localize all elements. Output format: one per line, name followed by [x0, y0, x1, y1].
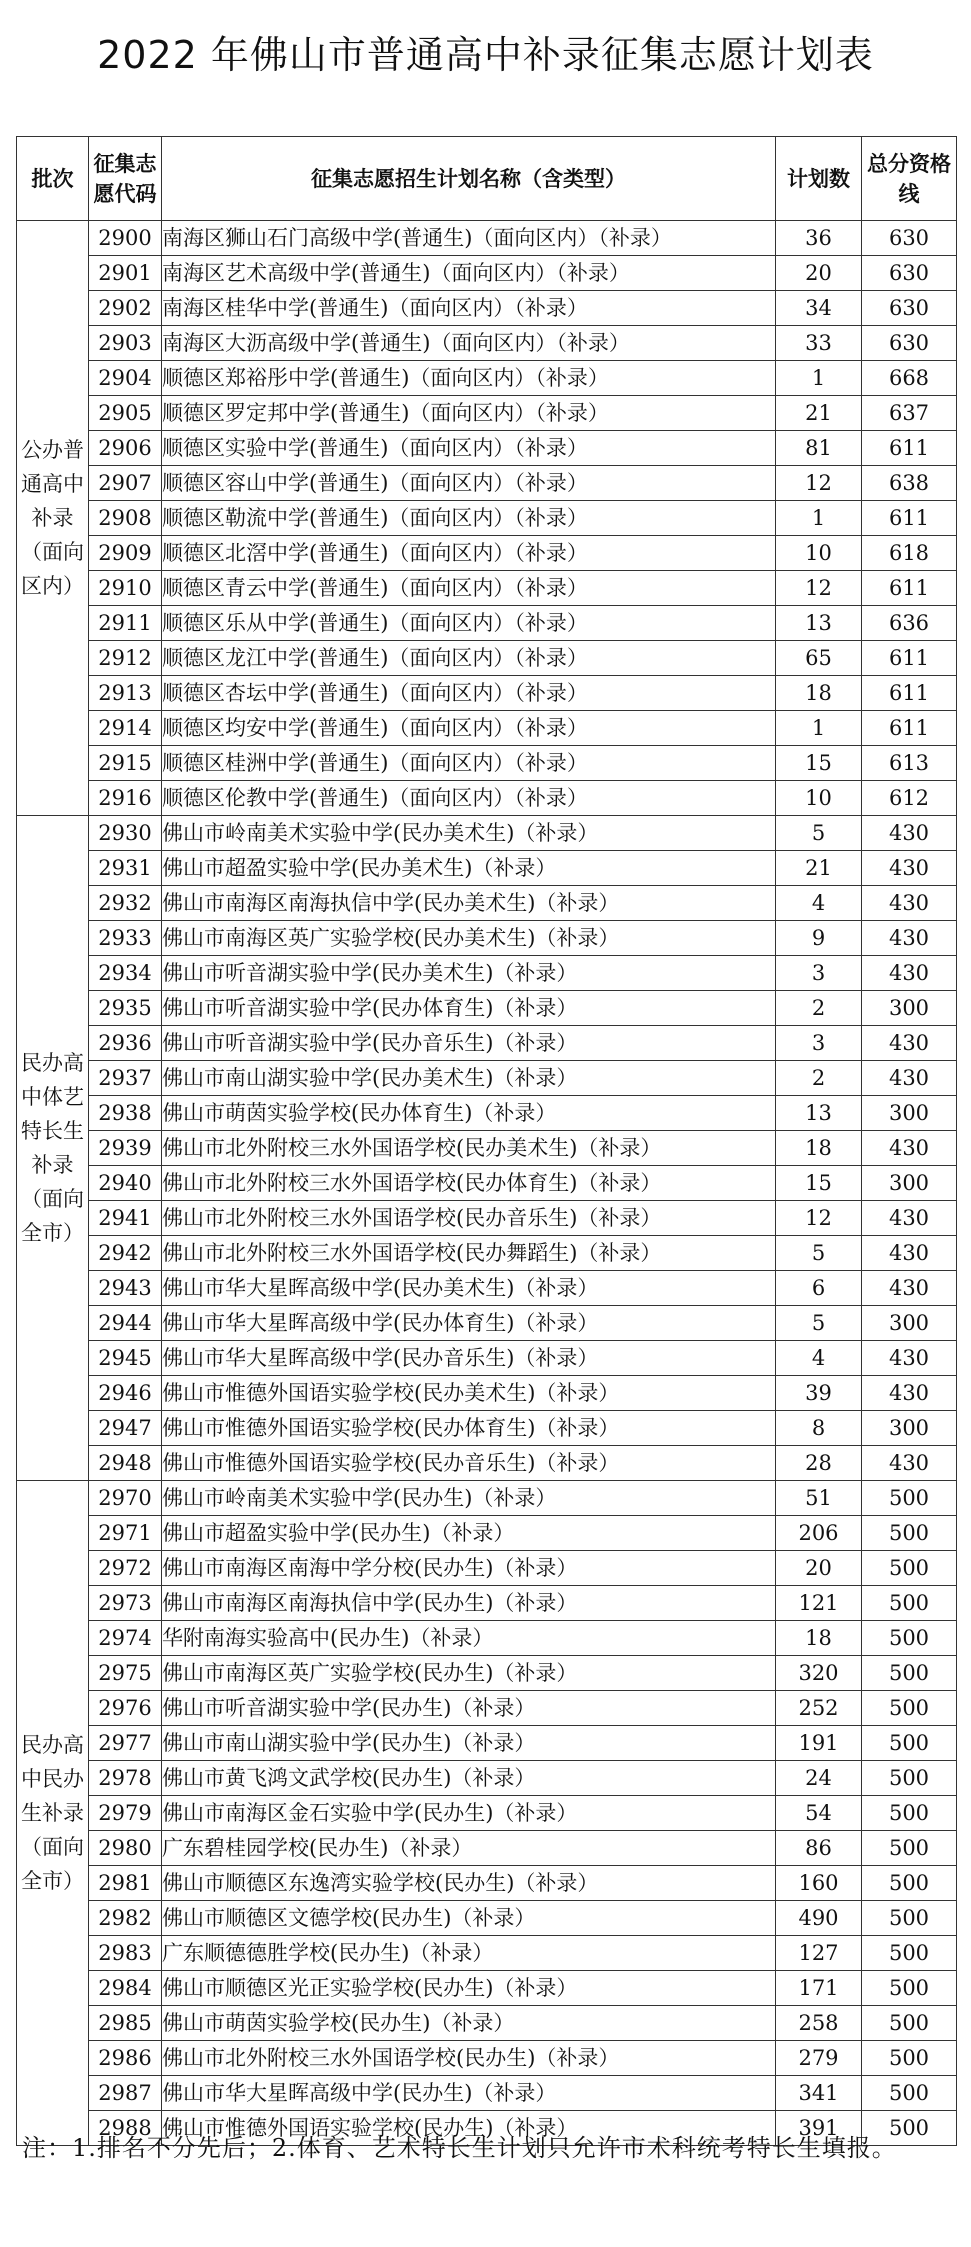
count-cell: 206: [776, 1516, 862, 1551]
name-cell: 顺德区桂洲中学(普通生)（面向区内）（补录）: [162, 746, 776, 781]
score-cell: 500: [862, 1936, 957, 1971]
score-cell: 668: [862, 361, 957, 396]
score-cell: 500: [862, 2076, 957, 2111]
name-cell: 佛山市华大星晖高级中学(民办体育生)（补录）: [162, 1306, 776, 1341]
code-cell: 2988: [89, 2111, 162, 2146]
count-cell: 20: [776, 1551, 862, 1586]
score-cell: 500: [862, 1726, 957, 1761]
code-cell: 2941: [89, 1201, 162, 1236]
page-title: 2022 年佛山市普通高中补录征集志愿计划表: [97, 33, 874, 77]
score-cell: 300: [862, 1166, 957, 1201]
name-cell: 佛山市北外附校三水外国语学校(民办音乐生)（补录）: [162, 1201, 776, 1236]
count-cell: 33: [776, 326, 862, 361]
score-cell: 500: [862, 1971, 957, 2006]
name-cell: 佛山市北外附校三水外国语学校(民办美术生)（补录）: [162, 1131, 776, 1166]
count-cell: 34: [776, 291, 862, 326]
score-cell: 430: [862, 1446, 957, 1481]
name-cell: 南海区狮山石门高级中学(普通生)（面向区内）（补录）: [162, 221, 776, 256]
score-cell: 612: [862, 781, 957, 816]
table-row: [17, 1726, 957, 1761]
header-name: 征集志愿招生计划名称（含类型）: [162, 137, 776, 221]
score-cell: 500: [862, 1691, 957, 1726]
table-row: [17, 1516, 957, 1551]
batch-cell: 民办高中体艺特长生补录（面向全市）: [17, 816, 89, 1481]
footnote: 注：1.排名不分先后；2.体育、艺术特长生计划只允许市术科统考特长生填报。: [22, 2134, 897, 2162]
table-row: [17, 396, 957, 431]
count-cell: 24: [776, 1761, 862, 1796]
table-row: [17, 1971, 957, 2006]
name-cell: 顺德区罗定邦中学(普通生)（面向区内）（补录）: [162, 396, 776, 431]
name-cell: 佛山市北外附校三水外国语学校(民办生)（补录）: [162, 2041, 776, 2076]
code-cell: 2978: [89, 1761, 162, 1796]
count-cell: 4: [776, 1341, 862, 1376]
count-cell: 121: [776, 1586, 862, 1621]
code-cell: 2946: [89, 1376, 162, 1411]
score-cell: 300: [862, 1306, 957, 1341]
batch-cell: 民办高中民办生补录（面向全市）: [17, 1481, 89, 2146]
code-cell: 2907: [89, 466, 162, 501]
score-cell: 611: [862, 431, 957, 466]
table-row: [17, 466, 957, 501]
table-row: [17, 886, 957, 921]
name-cell: 南海区艺术高级中学(普通生)（面向区内）（补录）: [162, 256, 776, 291]
count-cell: 191: [776, 1726, 862, 1761]
code-cell: 2909: [89, 536, 162, 571]
name-cell: 佛山市南海区英广实验学校(民办生)（补录）: [162, 1656, 776, 1691]
table-row: [17, 2076, 957, 2111]
name-cell: 广东顺德德胜学校(民办生)（补录）: [162, 1936, 776, 1971]
score-cell: 636: [862, 606, 957, 641]
name-cell: 佛山市南海区金石实验中学(民办生)（补录）: [162, 1796, 776, 1831]
name-cell: 顺德区实验中学(普通生)（面向区内）（补录）: [162, 431, 776, 466]
table-row: [17, 746, 957, 781]
score-cell: 430: [862, 1061, 957, 1096]
count-cell: 279: [776, 2041, 862, 2076]
code-cell: 2981: [89, 1866, 162, 1901]
table-row: [17, 1586, 957, 1621]
count-cell: 5: [776, 816, 862, 851]
score-cell: 611: [862, 571, 957, 606]
count-cell: 12: [776, 466, 862, 501]
score-cell: 500: [862, 2006, 957, 2041]
code-cell: 2910: [89, 571, 162, 606]
code-cell: 2902: [89, 291, 162, 326]
score-cell: 638: [862, 466, 957, 501]
score-cell: 613: [862, 746, 957, 781]
name-cell: 佛山市惟德外国语实验学校(民办美术生)（补录）: [162, 1376, 776, 1411]
score-cell: 630: [862, 291, 957, 326]
table-row: [17, 711, 957, 746]
score-cell: 500: [862, 2041, 957, 2076]
score-cell: 630: [862, 221, 957, 256]
score-cell: 430: [862, 1131, 957, 1166]
table-row: [17, 1026, 957, 1061]
name-cell: 顺德区伦教中学(普通生)（面向区内）（补录）: [162, 781, 776, 816]
count-cell: 10: [776, 536, 862, 571]
code-cell: 2979: [89, 1796, 162, 1831]
score-cell: 500: [862, 1761, 957, 1796]
name-cell: 佛山市南山湖实验中学(民办生)（补录）: [162, 1726, 776, 1761]
count-cell: 86: [776, 1831, 862, 1866]
table-row: [17, 1271, 957, 1306]
table-row: [17, 1551, 957, 1586]
code-cell: 2984: [89, 1971, 162, 2006]
name-cell: 佛山市华大星晖高级中学(民办美术生)（补录）: [162, 1271, 776, 1306]
table-row: [17, 1411, 957, 1446]
table-row: [17, 1446, 957, 1481]
name-cell: 佛山市听音湖实验中学(民办美术生)（补录）: [162, 956, 776, 991]
code-cell: 2932: [89, 886, 162, 921]
count-cell: 20: [776, 256, 862, 291]
table-row: [17, 1621, 957, 1656]
count-cell: 65: [776, 641, 862, 676]
count-cell: 391: [776, 2111, 862, 2146]
table-row: [17, 816, 957, 851]
name-cell: 佛山市北外附校三水外国语学校(民办体育生)（补录）: [162, 1166, 776, 1201]
count-cell: 18: [776, 676, 862, 711]
table-row: [17, 1831, 957, 1866]
table-row: [17, 221, 957, 256]
code-cell: 2904: [89, 361, 162, 396]
table-row: [17, 2006, 957, 2041]
table-row: [17, 361, 957, 396]
header-count: 计划数: [776, 137, 862, 221]
score-cell: 430: [862, 956, 957, 991]
code-cell: 2945: [89, 1341, 162, 1376]
table-row: [17, 676, 957, 711]
table-row: [17, 536, 957, 571]
name-cell: 佛山市听音湖实验中学(民办体育生)（补录）: [162, 991, 776, 1026]
code-cell: 2938: [89, 1096, 162, 1131]
code-cell: 2908: [89, 501, 162, 536]
score-cell: 430: [862, 1376, 957, 1411]
plan-table: [16, 136, 957, 2146]
table-row: [17, 991, 957, 1026]
table-row: [17, 1306, 957, 1341]
table-row: [17, 1936, 957, 1971]
name-cell: 佛山市南海区英广实验学校(民办美术生)（补录）: [162, 921, 776, 956]
code-cell: 2987: [89, 2076, 162, 2111]
name-cell: 佛山市超盈实验中学(民办生)（补录）: [162, 1516, 776, 1551]
count-cell: 18: [776, 1621, 862, 1656]
code-cell: 2911: [89, 606, 162, 641]
name-cell: 顺德区龙江中学(普通生)（面向区内）（补录）: [162, 641, 776, 676]
count-cell: 320: [776, 1656, 862, 1691]
count-cell: 1: [776, 711, 862, 746]
code-cell: 2986: [89, 2041, 162, 2076]
score-cell: 630: [862, 256, 957, 291]
count-cell: 54: [776, 1796, 862, 1831]
table-row: [17, 1481, 957, 1516]
score-cell: 637: [862, 396, 957, 431]
count-cell: 13: [776, 606, 862, 641]
score-cell: 500: [862, 1516, 957, 1551]
count-cell: 3: [776, 956, 862, 991]
score-cell: 300: [862, 991, 957, 1026]
code-cell: 2940: [89, 1166, 162, 1201]
score-cell: 500: [862, 1796, 957, 1831]
score-cell: 500: [862, 2111, 957, 2146]
name-cell: 顺德区容山中学(普通生)（面向区内）（补录）: [162, 466, 776, 501]
table-row: [17, 641, 957, 676]
score-cell: 430: [862, 1201, 957, 1236]
code-cell: 2977: [89, 1726, 162, 1761]
table-row: [17, 1901, 957, 1936]
score-cell: 611: [862, 676, 957, 711]
table-row: [17, 1656, 957, 1691]
score-cell: 611: [862, 641, 957, 676]
count-cell: 28: [776, 1446, 862, 1481]
name-cell: 佛山市南山湖实验中学(民办美术生)（补录）: [162, 1061, 776, 1096]
code-cell: 2931: [89, 851, 162, 886]
code-cell: 2948: [89, 1446, 162, 1481]
count-cell: 18: [776, 1131, 862, 1166]
header-score: 总分资格线: [862, 137, 957, 221]
table-row: [17, 1201, 957, 1236]
name-cell: 佛山市岭南美术实验中学(民办生)（补录）: [162, 1481, 776, 1516]
batch-cell: 公办普通高中补录（面向区内）: [17, 221, 89, 816]
code-cell: 2972: [89, 1551, 162, 1586]
count-cell: 12: [776, 571, 862, 606]
count-cell: 15: [776, 1166, 862, 1201]
count-cell: 81: [776, 431, 862, 466]
score-cell: 500: [862, 1866, 957, 1901]
table-row: [17, 1796, 957, 1831]
table-row: [17, 2041, 957, 2076]
name-cell: 华附南海实验高中(民办生)（补录）: [162, 1621, 776, 1656]
table-row: [17, 1236, 957, 1271]
score-cell: 618: [862, 536, 957, 571]
code-cell: 2974: [89, 1621, 162, 1656]
code-cell: 2915: [89, 746, 162, 781]
name-cell: 佛山市惟德外国语实验学校(民办体育生)（补录）: [162, 1411, 776, 1446]
code-cell: 2985: [89, 2006, 162, 2041]
table-row: [17, 571, 957, 606]
name-cell: 佛山市华大星晖高级中学(民办生)（补录）: [162, 2076, 776, 2111]
count-cell: 127: [776, 1936, 862, 1971]
code-cell: 2970: [89, 1481, 162, 1516]
count-cell: 6: [776, 1271, 862, 1306]
count-cell: 12: [776, 1201, 862, 1236]
count-cell: 5: [776, 1306, 862, 1341]
score-cell: 300: [862, 1411, 957, 1446]
count-cell: 1: [776, 501, 862, 536]
count-cell: 3: [776, 1026, 862, 1061]
code-cell: 2916: [89, 781, 162, 816]
name-cell: 佛山市顺德区文德学校(民办生)（补录）: [162, 1901, 776, 1936]
code-cell: 2900: [89, 221, 162, 256]
table-row: [17, 606, 957, 641]
score-cell: 611: [862, 501, 957, 536]
table-row: [17, 256, 957, 291]
count-cell: 4: [776, 886, 862, 921]
code-cell: 2905: [89, 396, 162, 431]
name-cell: 佛山市惟德外国语实验学校(民办生)（补录）: [162, 2111, 776, 2146]
name-cell: 佛山市北外附校三水外国语学校(民办舞蹈生)（补录）: [162, 1236, 776, 1271]
count-cell: 36: [776, 221, 862, 256]
table-row: [17, 431, 957, 466]
count-cell: 171: [776, 1971, 862, 2006]
count-cell: 10: [776, 781, 862, 816]
score-cell: 500: [862, 1831, 957, 1866]
code-cell: 2936: [89, 1026, 162, 1061]
table-row: [17, 1166, 957, 1201]
name-cell: 顺德区郑裕彤中学(普通生)（面向区内）（补录）: [162, 361, 776, 396]
name-cell: 顺德区青云中学(普通生)（面向区内）（补录）: [162, 571, 776, 606]
score-cell: 430: [862, 1026, 957, 1061]
code-cell: 2976: [89, 1691, 162, 1726]
name-cell: 顺德区勒流中学(普通生)（面向区内）（补录）: [162, 501, 776, 536]
count-cell: 2: [776, 1061, 862, 1096]
name-cell: 佛山市黄飞鸿文武学校(民办生)（补录）: [162, 1761, 776, 1796]
code-cell: 2980: [89, 1831, 162, 1866]
code-cell: 2935: [89, 991, 162, 1026]
code-cell: 2942: [89, 1236, 162, 1271]
code-cell: 2906: [89, 431, 162, 466]
code-cell: 2933: [89, 921, 162, 956]
code-cell: 2934: [89, 956, 162, 991]
name-cell: 顺德区杏坛中学(普通生)（面向区内）（补录）: [162, 676, 776, 711]
score-cell: 500: [862, 1901, 957, 1936]
header-row: [17, 137, 957, 221]
name-cell: 南海区大沥高级中学(普通生)（面向区内）（补录）: [162, 326, 776, 361]
table-row: [17, 1131, 957, 1166]
name-cell: 南海区桂华中学(普通生)（面向区内）（补录）: [162, 291, 776, 326]
code-cell: 2930: [89, 816, 162, 851]
name-cell: 佛山市南海区南海中学分校(民办生)（补录）: [162, 1551, 776, 1586]
code-cell: 2983: [89, 1936, 162, 1971]
name-cell: 佛山市南海区南海执信中学(民办美术生)（补录）: [162, 886, 776, 921]
code-cell: 2975: [89, 1656, 162, 1691]
name-cell: 佛山市听音湖实验中学(民办生)（补录）: [162, 1691, 776, 1726]
score-cell: 430: [862, 816, 957, 851]
score-cell: 430: [862, 921, 957, 956]
count-cell: 160: [776, 1866, 862, 1901]
table-row: [17, 956, 957, 991]
name-cell: 顺德区乐从中学(普通生)（面向区内）（补录）: [162, 606, 776, 641]
code-cell: 2947: [89, 1411, 162, 1446]
code-cell: 2912: [89, 641, 162, 676]
code-cell: 2944: [89, 1306, 162, 1341]
code-cell: 2943: [89, 1271, 162, 1306]
table-row: [17, 851, 957, 886]
header-code: 征集志愿代码: [89, 137, 162, 221]
count-cell: 9: [776, 921, 862, 956]
score-cell: 500: [862, 1621, 957, 1656]
table-row: [17, 1691, 957, 1726]
table-row: [17, 1061, 957, 1096]
score-cell: 300: [862, 1096, 957, 1131]
name-cell: 佛山市华大星晖高级中学(民办音乐生)（补录）: [162, 1341, 776, 1376]
count-cell: 2: [776, 991, 862, 1026]
count-cell: 8: [776, 1411, 862, 1446]
name-cell: 佛山市岭南美术实验中学(民办美术生)（补录）: [162, 816, 776, 851]
table-row: [17, 1376, 957, 1411]
score-cell: 430: [862, 886, 957, 921]
score-cell: 430: [862, 1271, 957, 1306]
code-cell: 2937: [89, 1061, 162, 1096]
name-cell: 佛山市萌茵实验学校(民办体育生)（补录）: [162, 1096, 776, 1131]
count-cell: 21: [776, 851, 862, 886]
code-cell: 2939: [89, 1131, 162, 1166]
score-cell: 430: [862, 1236, 957, 1271]
name-cell: 佛山市超盈实验中学(民办美术生)（补录）: [162, 851, 776, 886]
table-row: [17, 781, 957, 816]
score-cell: 430: [862, 851, 957, 886]
header-batch: 批次: [17, 137, 89, 221]
name-cell: 佛山市南海区南海执信中学(民办生)（补录）: [162, 1586, 776, 1621]
score-cell: 500: [862, 1481, 957, 1516]
score-cell: 611: [862, 711, 957, 746]
count-cell: 21: [776, 396, 862, 431]
score-cell: 430: [862, 1341, 957, 1376]
table-row: [17, 1096, 957, 1131]
table-body: [17, 221, 957, 2146]
code-cell: 2973: [89, 1586, 162, 1621]
count-cell: 490: [776, 1901, 862, 1936]
table-row: [17, 326, 957, 361]
score-cell: 500: [862, 1656, 957, 1691]
code-cell: 2913: [89, 676, 162, 711]
count-cell: 51: [776, 1481, 862, 1516]
table-row: [17, 921, 957, 956]
table-row: [17, 501, 957, 536]
score-cell: 500: [862, 1586, 957, 1621]
name-cell: 顺德区北滘中学(普通生)（面向区内）（补录）: [162, 536, 776, 571]
name-cell: 佛山市听音湖实验中学(民办音乐生)（补录）: [162, 1026, 776, 1061]
count-cell: 39: [776, 1376, 862, 1411]
name-cell: 顺德区均安中学(普通生)（面向区内）（补录）: [162, 711, 776, 746]
name-cell: 佛山市萌茵实验学校(民办生)（补录）: [162, 2006, 776, 2041]
count-cell: 5: [776, 1236, 862, 1271]
code-cell: 2903: [89, 326, 162, 361]
count-cell: 15: [776, 746, 862, 781]
table-row: [17, 1866, 957, 1901]
count-cell: 252: [776, 1691, 862, 1726]
name-cell: 佛山市顺德区光正实验学校(民办生)（补录）: [162, 1971, 776, 2006]
code-cell: 2901: [89, 256, 162, 291]
name-cell: 佛山市顺德区东逸湾实验学校(民办生)（补录）: [162, 1866, 776, 1901]
code-cell: 2914: [89, 711, 162, 746]
score-cell: 630: [862, 326, 957, 361]
table-row: [17, 1761, 957, 1796]
table-row: [17, 291, 957, 326]
count-cell: 258: [776, 2006, 862, 2041]
name-cell: 佛山市惟德外国语实验学校(民办音乐生)（补录）: [162, 1446, 776, 1481]
name-cell: 广东碧桂园学校(民办生)（补录）: [162, 1831, 776, 1866]
code-cell: 2982: [89, 1901, 162, 1936]
score-cell: 500: [862, 1551, 957, 1586]
table-row: [17, 1341, 957, 1376]
count-cell: 13: [776, 1096, 862, 1131]
count-cell: 1: [776, 361, 862, 396]
count-cell: 341: [776, 2076, 862, 2111]
code-cell: 2971: [89, 1516, 162, 1551]
